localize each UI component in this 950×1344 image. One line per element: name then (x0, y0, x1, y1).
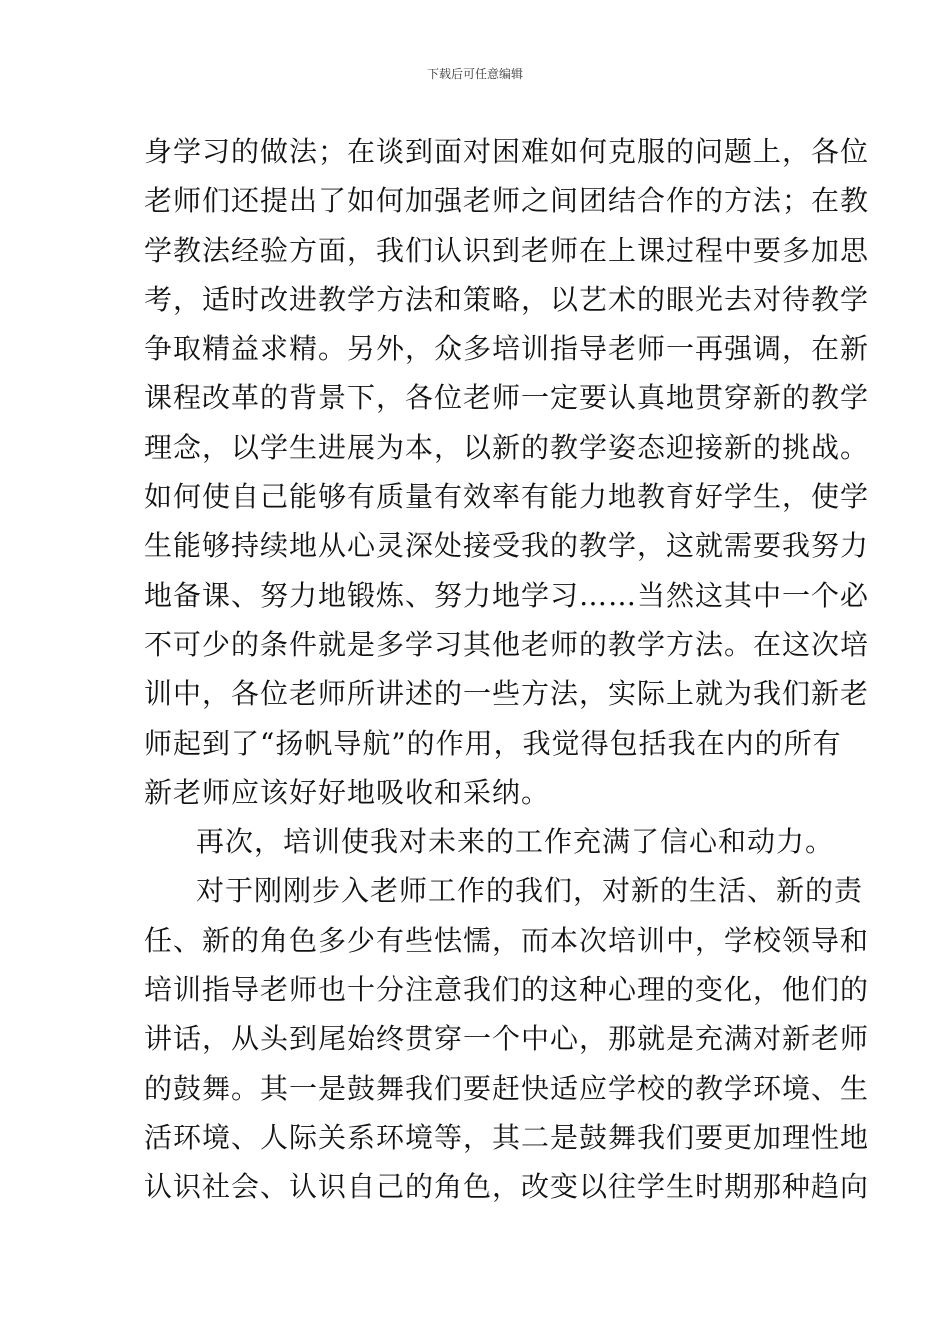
text-line: 地备课、努力地锻炼、努力地学习……当然这其中一个必 (144, 578, 870, 612)
text-line: 理念，以学生进展为本，以新的教学姿态迎接新的挑战。 (144, 430, 870, 464)
text-line: 训中，各位老师所讲述的一些方法，实际上就为我们新老 (144, 677, 870, 711)
text-line: 不可少的条件就是多学习其他老师的教学方法。在这次培 (144, 627, 870, 661)
text-line: 讲话，从头到尾始终贯穿一个中心，那就是充满对新老师 (144, 1022, 870, 1056)
text-line: 生能够持续地从心灵深处接受我的教学，这就需要我努力 (144, 529, 870, 563)
text-line: 培训指导老师也十分注意我们的这种心理的变化，他们的 (144, 973, 870, 1007)
text-line: 考，适时改进教学方法和策略，以艺术的眼光去对待教学 (144, 282, 870, 316)
text-line: 任、新的角色多少有些怯懦，而本次培训中，学校领导和 (144, 923, 870, 957)
text-line: 课程改革的背景下，各位老师一定要认真地贯穿新的教学 (144, 381, 870, 415)
paragraph-first-line: 再次，培训使我对未来的工作充满了信心和动力。 (196, 825, 835, 859)
document-body (144, 127, 870, 1212)
page-header: 下载后可任意编辑 (426, 67, 523, 81)
text-line: 的鼓舞。其一是鼓舞我们要赶快适应学校的教学环境、生 (144, 1071, 870, 1105)
text-line: 如何使自己能够有质量有效率有能力地教育好学生，使学 (144, 480, 870, 514)
text-line: 认识社会、认识自己的角色，改变以往学生时期那种趋向 (144, 1170, 870, 1204)
paragraph-first-line: 对于刚刚步入老师工作的我们，对新的生活、新的责 (196, 874, 864, 908)
text-line: 活环境、人际关系环境等，其二是鼓舞我们要更加理性地 (144, 1120, 870, 1154)
text-line: 老师们还提出了如何加强老师之间团结合作的方法；在教 (144, 184, 870, 218)
text-line: 新老师应该好好地吸收和采纳。 (144, 775, 551, 809)
text-line: 身学习的做法；在谈到面对困难如何克服的问题上，各位 (144, 135, 870, 168)
text-line: 师起到了“扬帆导航”的作用，我觉得包括我在内的所有 (144, 726, 842, 760)
text-line: 学教法经验方面，我们认识到老师在上课过程中要多加思 (144, 233, 870, 267)
text-line: 争取精益求精。另外，众多培训指导老师一再强调，在新 (144, 332, 870, 366)
